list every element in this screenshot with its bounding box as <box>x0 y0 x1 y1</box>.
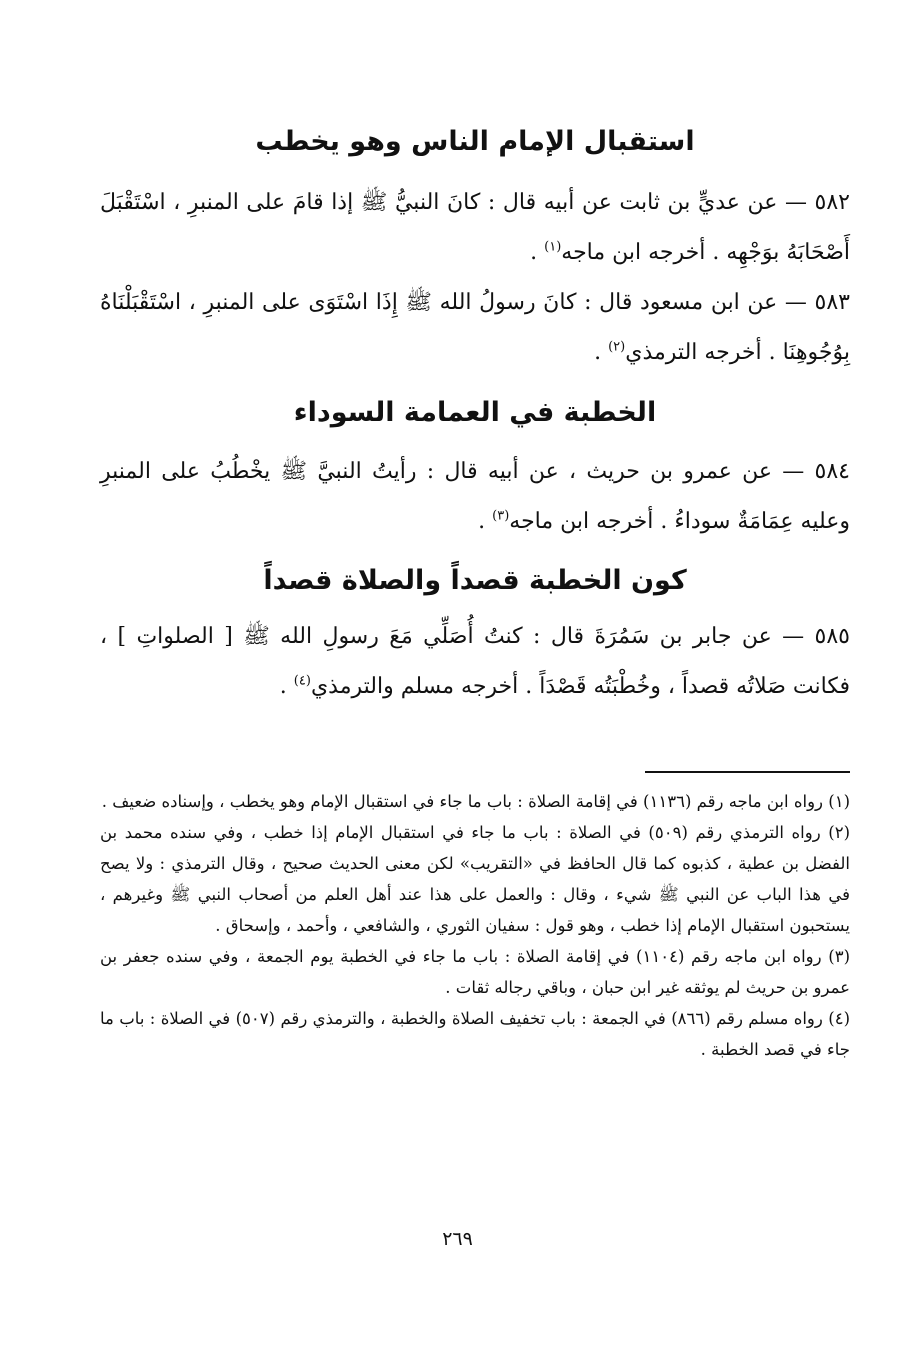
hadith-584 <box>100 447 850 547</box>
page-number: ٢٦٩ <box>442 1228 473 1250</box>
footnote-4: (٤) رواه مسلم رقم (٨٦٦) في الجمعة : باب تخفيف الصلاة والخطبة ، والترمذي رقم (٥٠٧) في الصلاة : باب ما جاء في قصد الخطبة . <box>100 1009 851 1059</box>
hadith-582 <box>100 178 850 278</box>
footnote-ref: (١) <box>544 239 562 255</box>
hadith-585 <box>100 612 850 712</box>
footnote-ref: (٣) <box>492 508 510 524</box>
hadith-number: ٥٨٤ <box>814 459 850 484</box>
hadith-number: ٥٨٥ <box>814 624 850 649</box>
footnote-3: (٣) رواه ابن ماجه رقم (١١٠٤) في إقامة الصلاة : باب ما جاء في الخطبة يوم الجمعة ، وفي سنده جعفر بن عمرو بن حريث لم يوثقه غير ابن حبان ، وباقي رجاله ثقات . <box>100 947 850 997</box>
hadith-text: — عن عمرو بن حريث ، عن أبيه قال : رأيتُ النبيَّ ﷺ يخْطُبُ على المنبرِ وعليه عِمَامَةٌ سوداءُ . أخرجه ابن ماجه <box>100 459 850 534</box>
hadith-number: ٥٨٢ <box>814 190 850 215</box>
hadith-end: . <box>530 240 545 265</box>
section-title-moderate-sermon: كون الخطبة قصداً والصلاة قصداً <box>263 565 687 596</box>
hadith-end: . <box>279 674 294 699</box>
footnote-ref: (٤) <box>293 673 311 689</box>
hadith-583 <box>100 278 850 378</box>
hadith-end: . <box>594 340 609 365</box>
footnote-separator <box>645 771 850 773</box>
footnote-ref: (٢) <box>608 339 626 355</box>
hadith-number: ٥٨٣ <box>814 290 850 315</box>
section-title-black-turban: الخطبة في العمامة السوداء <box>293 397 657 428</box>
footnote-1: (١) رواه ابن ماجه رقم (١١٣٦) في إقامة الصلاة : باب ما جاء في استقبال الإمام وهو يخطب ، وإسناده ضعيف . <box>101 792 850 811</box>
hadith-end: . <box>478 509 493 534</box>
hadith-text: — عن جابر بن سَمُرَةَ قال : كنتُ أُصَلِّي مَعَ رسولِ الله ﷺ [ الصلواتِ ] ، فكانت صَلاتُه قصداً ، وخُطْبَتُه قَصْدَاً . أخرجه مسلم والترمذي <box>100 624 850 699</box>
section-title-facing-people: استقبال الإمام الناس وهو يخطب <box>255 126 695 157</box>
footnote-2: (٢) رواه الترمذي رقم (٥٠٩) في الصلاة : باب ما جاء في استقبال الإمام إذا خطب ، وفي سنده محمد بن الفضل بن عطية ، كذبوه كما قال الحافظ في «التقريب» لكن معنى الحديث صحيح ، وقال الترمذي : ولا يصح في هذا الباب عن النبي ﷺ شيء ، وقال : والعمل على هذا عند أهل العلم من أصحاب النبي ﷺ وغيرهم ، يستحبون استقبال الإمام إذا خطب ، وهو قول : سفيان الثوري ، والشافعي ، وأحمد ، وإسحاق . <box>100 823 850 935</box>
hadith-text: — عن عديٍّ بن ثابت عن أبيه قال : كانَ النبيُّ ﷺ إذا قامَ على المنبرِ ، اسْتَقْبَلَ أَصْحَابَهُ بوَجْهِه . أخرجه ابن ماجه <box>100 190 850 265</box>
footnotes <box>100 786 850 1065</box>
hadith-text: — عن ابن مسعود قال : كانَ رسولُ الله ﷺ إِذَا اسْتَوَى على المنبرِ ، اسْتَقْبَلْنَاهُ بِوُجُوهِنَا . أخرجه الترمذي <box>100 290 850 365</box>
